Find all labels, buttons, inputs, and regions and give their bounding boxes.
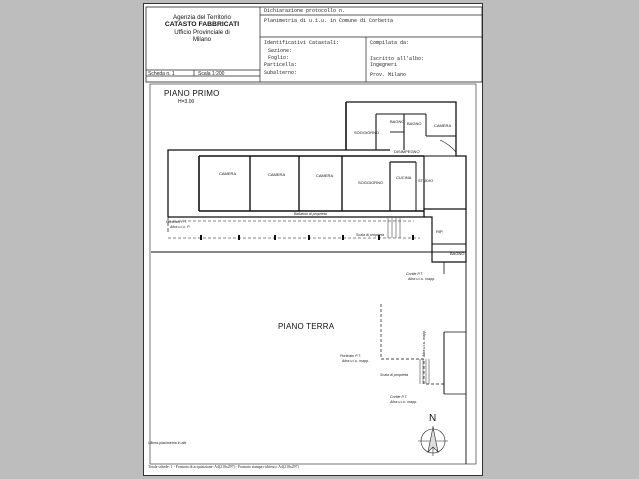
agency-line-4: Milano [192, 35, 212, 43]
room-bagno-1: BAGNO [390, 119, 405, 124]
dichiarazione-text: Dichiarazione protocollo n. [264, 8, 346, 14]
ingegneri-text: Ingegneri [370, 62, 398, 68]
cortile-bottom-label: Cortile P.T. [390, 395, 408, 399]
identificativi-field-particella: Particella: [264, 62, 298, 68]
altra-cortile-bottom-label: Altra u.i.u. mapp. [390, 400, 418, 404]
porticato-bottom-label: Porticato P.T. [340, 354, 361, 358]
room-camera-1: CAMERA [219, 171, 237, 176]
room-camera-3: CAMERA [316, 173, 334, 178]
plan-drawing [144, 4, 484, 477]
agency-line-3: Ufficio Provinciale di [174, 28, 230, 36]
room-cucina: CUCINA [396, 175, 412, 180]
room-disimpegno: DISIMPEGNO [394, 149, 420, 154]
altra-left-label: Altra u.i.u. P. [170, 225, 191, 229]
scheda-text: Scheda n. 1 [148, 71, 175, 77]
altra-bottom-label: Altra u.i.u. mapp. [342, 359, 370, 363]
altra-vertical-label: Altra u.i.u. mapp. [422, 329, 426, 357]
room-camera-right: CAMERA [434, 123, 452, 128]
agency-line-1: Agenzia del Territorio [172, 14, 231, 21]
cortile-top-label: Cortile P.T. [406, 272, 424, 276]
agency-block [146, 14, 258, 43]
height-label: H=3.00 [178, 99, 195, 105]
cadastral-sheet [143, 3, 483, 476]
scala-top-label: Scala di proprietà [356, 233, 384, 237]
ultima-planimetria: Ultima planimetria in atti [148, 441, 187, 445]
piano-terra-label: PIANO TERRA [278, 322, 335, 331]
room-studio: STUDIO [418, 178, 434, 183]
north-label: N [429, 413, 437, 424]
identificativi-title: Identificativi Catastali: [264, 40, 340, 46]
prov-text: Prov. Milano [370, 72, 407, 78]
identificativi-field-foglio: Foglio: [268, 55, 290, 61]
scala-bottom-label: Scala di proprietà [380, 373, 408, 377]
compilata-title: Compilata da: [370, 40, 410, 46]
room-rip: RIP. [436, 229, 444, 234]
scala-text: Scala 1:200 [198, 71, 225, 77]
porticato-left-label: Porticato P.T. [166, 220, 187, 224]
identificativi-field-subalterno: Subalterno: [264, 70, 298, 76]
room-soggiorno-mid: SOGGIORNO [358, 180, 384, 185]
room-soggiorno-top: SOGGIORNO [354, 130, 380, 135]
identificativi-field-sezione: Sezione: [268, 48, 293, 54]
footer-line: Totale schede: 1 - Formato di acquisizione: A4(210x297) - Formato stampa richiesto: A4(210x297) [148, 465, 299, 469]
piano-primo-label: PIANO PRIMO [164, 89, 220, 98]
altra-cortile-top-label: Altra u.i.u. mapp. [408, 277, 436, 281]
room-bagno-3: BAGNO [450, 251, 465, 256]
room-bagno-2: BAGNO [407, 121, 422, 126]
planimetria-text: Planimetria di u.i.u. in Comune di Corbetta [264, 18, 394, 24]
iscritto-text: Iscritto all'albo: [370, 56, 425, 62]
agency-line-2: CATASTO FABBRICATI [164, 21, 240, 29]
room-camera-2: CAMERA [268, 172, 286, 177]
ballatoio-label: Ballatoio di proprietà [294, 212, 327, 216]
